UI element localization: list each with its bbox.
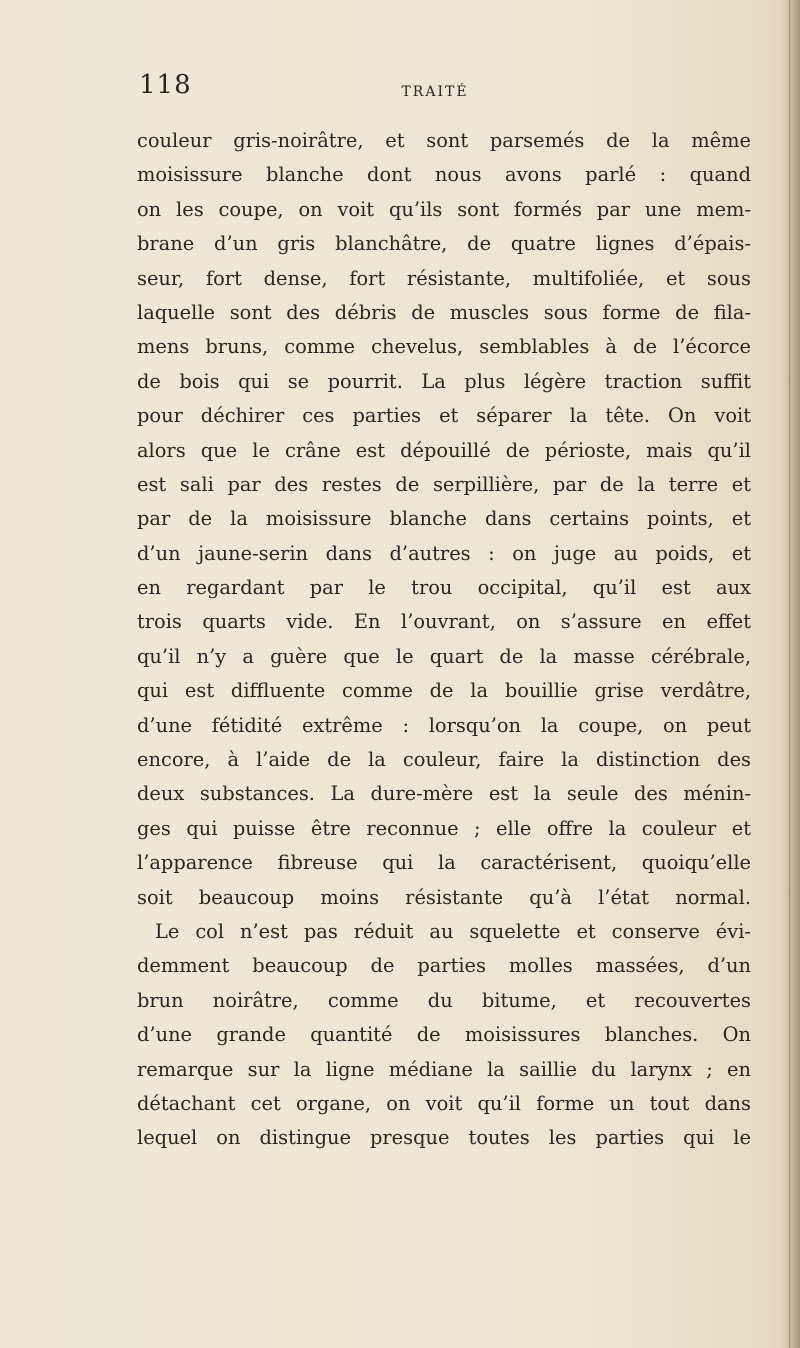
page-number: 118: [139, 70, 192, 100]
text-line: brun noirâtre, comme du bitume, et recouvertes: [137, 988, 751, 1012]
text-line: d’une fétidité extrême : lorsqu’on la coupe, on peut: [137, 713, 751, 737]
text-line: on les coupe, on voit qu’ils sont formés par une mem-: [137, 197, 751, 221]
text-line: qui est diffluente comme de la bouillie grise verdâtre,: [137, 679, 751, 703]
text-line: deux substances. La dure-mère est la seule des ménin-: [137, 782, 751, 806]
text-line: ges qui puisse être reconnue ; elle offre la couleur et: [137, 816, 751, 840]
text-line: brane d’un gris blanchâtre, de quatre lignes d’épais-: [137, 232, 751, 256]
body-text: [137, 124, 751, 1156]
text-line: seur, fort dense, fort résistante, multifoliée, et sous: [137, 266, 751, 290]
text-line: de bois qui se pourrit. La plus légère traction suffit: [137, 369, 751, 393]
text-line: moisissure blanche dont nous avons parlé : quand: [137, 163, 751, 187]
page-edge-line: [789, 0, 790, 1348]
text-line: qu’il n’y a guère que le quart de la masse cérébrale,: [137, 644, 751, 668]
page-edge-shadow: [782, 0, 800, 1348]
text-line: Le col n’est pas réduit au squelette et conserve évi-: [155, 919, 751, 943]
text-line: lequel on distingue presque toutes les parties qui le: [137, 1126, 751, 1150]
text-line: demment beaucoup de parties molles massées, d’un: [137, 954, 751, 978]
text-line: laquelle sont des débris de muscles sous forme de fila-: [137, 300, 751, 324]
text-line: est sali par des restes de serpillière, par de la terre et: [137, 472, 751, 496]
text-line: soit beaucoup moins résistante qu’à l’état normal.: [137, 885, 751, 909]
running-title: TRAITÉ: [401, 84, 469, 100]
text-line: l’apparence fibreuse qui la caractérisent, quoiqu’elle: [137, 851, 751, 875]
text-line: pour déchirer ces parties et séparer la tête. On voit: [137, 404, 751, 428]
text-line: d’une grande quantité de moisissures blanches. On: [137, 1023, 751, 1047]
text-line: d’un jaune-serin dans d’autres : on juge au poids, et: [137, 541, 751, 565]
text-line: en regardant par le trou occipital, qu’il est aux: [137, 576, 751, 600]
text-line: encore, à l’aide de la couleur, faire la distinction des: [137, 748, 751, 772]
text-line: alors que le crâne est dépouillé de périoste, mais qu’il: [137, 438, 751, 462]
text-line: trois quarts vide. En l’ouvrant, on s’assure en effet: [137, 610, 751, 634]
text-line: mens bruns, comme chevelus, semblables à de l’écorce: [137, 335, 751, 359]
text-line: par de la moisissure blanche dans certains points, et: [137, 507, 751, 531]
text-line: détachant cet organe, on voit qu’il forme un tout dans: [137, 1091, 751, 1115]
text-line: remarque sur la ligne médiane la saillie du larynx ; en: [137, 1057, 751, 1081]
text-line: couleur gris-noirâtre, et sont parsemés de la même: [137, 129, 751, 152]
